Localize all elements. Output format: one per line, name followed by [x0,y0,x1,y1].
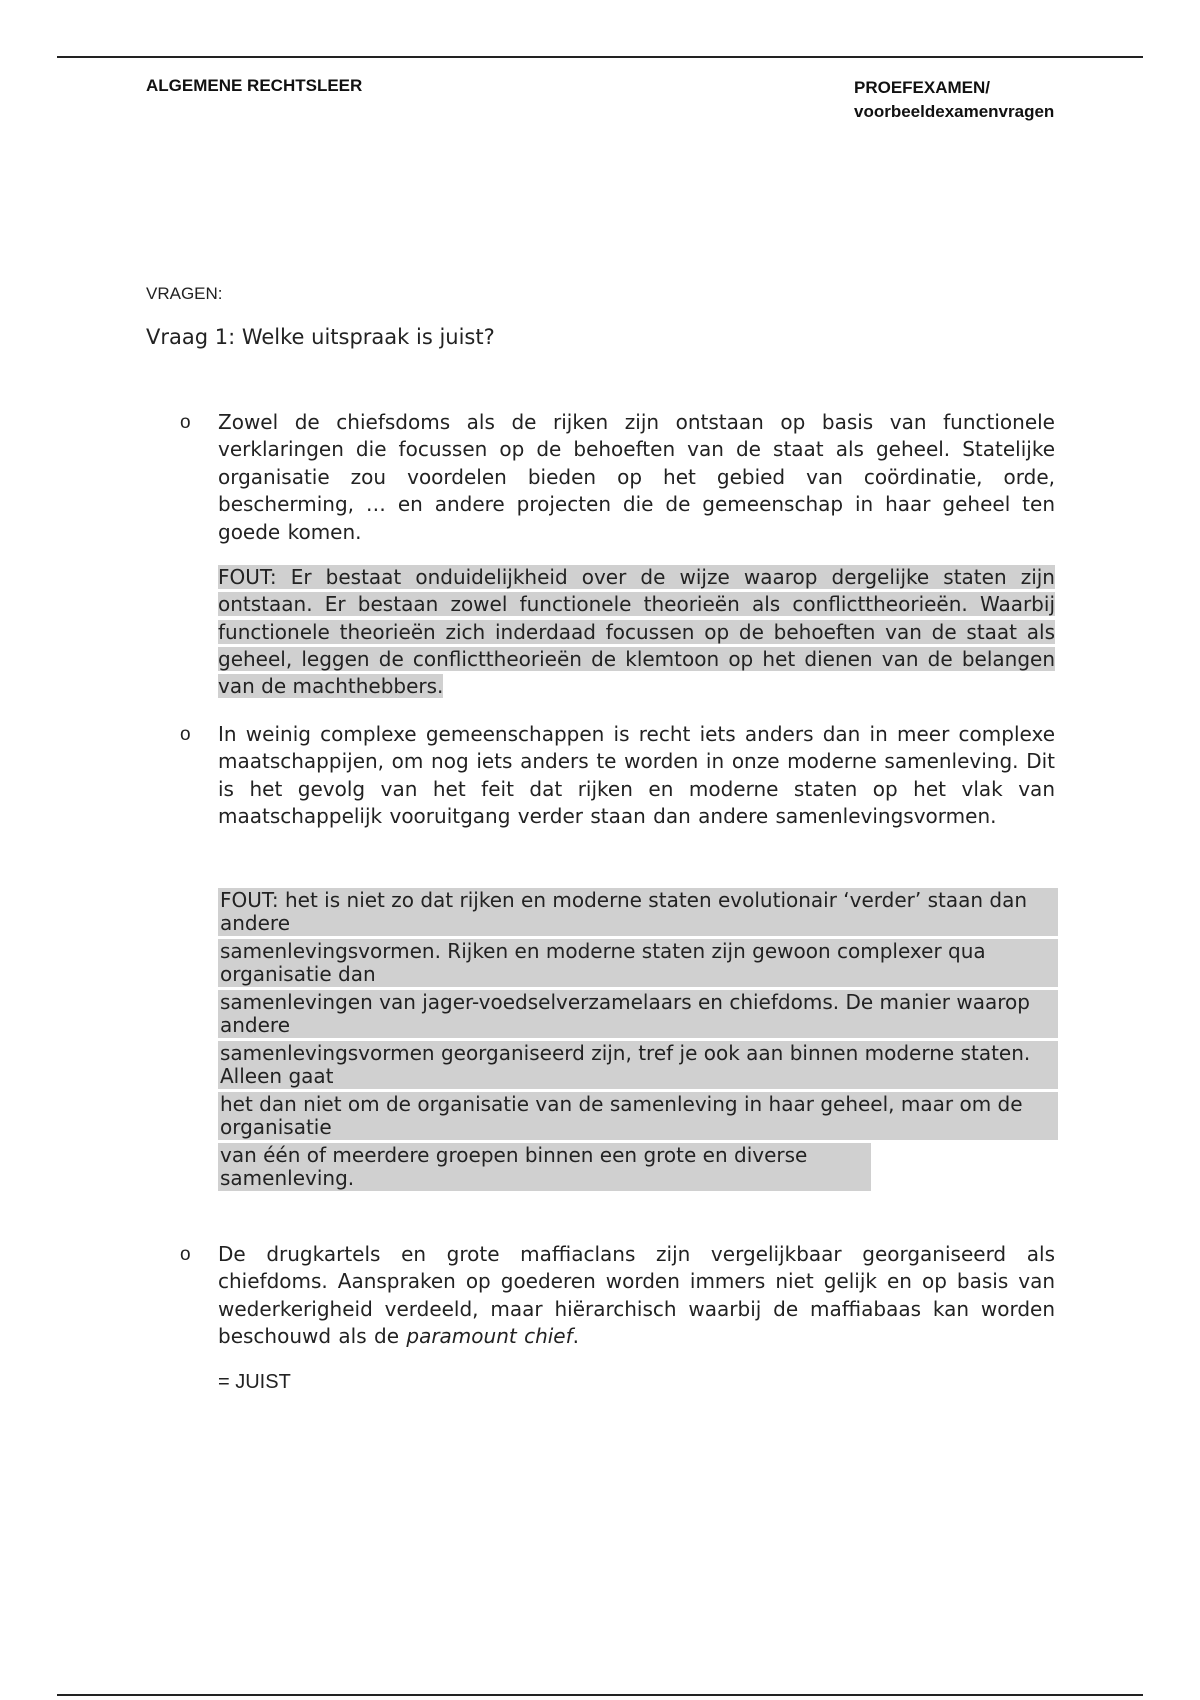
footer-rule [57,1694,1143,1696]
header-exam-type-line2: voorbeeldexamenvragen [854,102,1055,121]
option-2-feedback [218,888,1058,1194]
bullet-icon: o [180,724,191,745]
option-2-statement: In weinig complexe gemeenschappen is recht iets anders dan in meer complexe maatschappijen, om nog iets anders te worden in onze moderne samenleving. Dit is het gevolg van het feit dat rijken en moderne staten op het vlak van maatschappelijk vooruitgang verder staan dan andere samenlevingsvormen. [218,722,1055,829]
option-3-statement-italic: paramount chief [406,1324,573,1349]
option-3-statement [218,1241,1055,1351]
header-rule [57,56,1143,58]
option-1-feedback [218,564,1055,700]
question-title: Vraag 1: Welke uitspraak is juist? [146,325,495,349]
section-label: VRAGEN: [146,284,223,303]
option-2-feedback-segment: samenlevingsvormen georganiseerd zijn, tref je ook aan binnen moderne staten. Alleen gaat [218,1041,1058,1089]
option-3-statement-text: De drugkartels en grote maffiaclans zijn vergelijkbaar georganiseerd als chiefdoms. Aanspraken op goederen worden immers niet gelijk en op basis van wederkerigheid verdeeld, maar hiërarchisch waarbij de maffiabaas kan worden beschouwd als de [218,1242,1055,1349]
option-2-feedback-segment: samenlevingsvormen. Rijken en moderne staten zijn gewoon complexer qua organisatie dan [218,939,1058,987]
option-2-feedback-segment: FOUT: het is niet zo dat rijken en moderne staten evolutionair ‘verder’ staan dan andere [218,888,1058,936]
option-3-statement-end: . [572,1324,580,1349]
option-1-feedback-text: FOUT: Er bestaat onduidelijkheid over de wijze waarop dergelijke staten zijn ontstaan. Er bestaan zowel functionele theorieën als conflicttheorieën. Waarbij functionele theorieën zich inderdaad focussen op de behoeften van de staat als geheel, leggen de conflicttheorieën de klemtoon op het dienen van de belangen van de machthebbers. [218,565,1055,699]
option-1-statement: Zowel de chiefsdoms als de rijken zijn ontstaan op basis van functionele verklaringen die focussen op de behoeften van de staat als geheel. Statelijke organisatie zou voordelen bieden op het gebied van coördinatie, orde, bescherming, … en andere projecten die de gemeenschap in haar geheel ten goede komen. [218,410,1055,544]
option-2-feedback-segment: het dan niet om de organisatie van de samenleving in haar geheel, maar om de organisatie [218,1092,1058,1140]
option-2-feedback-segment: samenlevingen van jager-voedselverzamelaars en chiefdoms. De manier waarop andere [218,990,1058,1038]
header-course-title: ALGEMENE RECHTSLEER [146,76,363,95]
bullet-icon: o [180,412,191,433]
header-exam-type [854,76,1054,124]
bullet-icon: o [180,1244,191,1265]
option-3-feedback: = JUIST [218,1371,291,1393]
header-exam-type-line1: PROEFEXAMEN/ [854,78,991,97]
option-2-feedback-segment: van één of meerdere groepen binnen een grote en diverse samenleving. [218,1143,871,1191]
